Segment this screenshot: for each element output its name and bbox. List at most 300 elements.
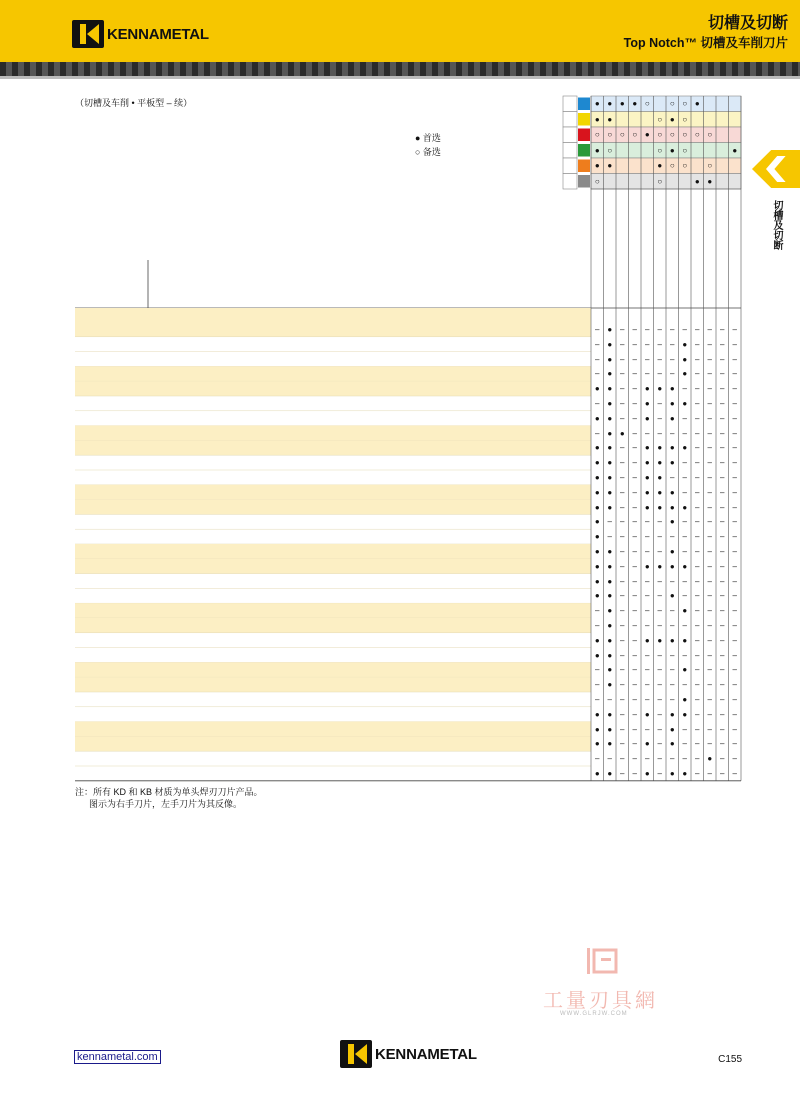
grade-mark: – <box>707 576 712 586</box>
iso-mark: ○ <box>682 99 688 108</box>
grade-mark: – <box>620 458 625 468</box>
grade-mark: – <box>732 443 737 453</box>
iso-mark: ● <box>669 114 675 124</box>
grade-mark: – <box>620 384 625 394</box>
iso-mark: ○ <box>669 99 675 108</box>
grade-mark: – <box>707 325 712 334</box>
iso-mark: ● <box>669 145 675 155</box>
grade-mark: – <box>707 458 712 468</box>
grade-mark: – <box>682 754 687 764</box>
grade-mark: – <box>695 369 700 379</box>
row-highlight <box>75 618 591 633</box>
grade-mark: – <box>670 650 675 660</box>
grade-mark: – <box>645 606 650 616</box>
grade-mark: – <box>645 547 650 556</box>
grade-mark: ● <box>607 709 613 719</box>
grade-mark: – <box>657 339 662 349</box>
header-brand-text: KENNAMETAL <box>107 25 209 43</box>
grade-mark: – <box>720 621 725 630</box>
grade-mark: ● <box>607 458 613 468</box>
footnote-line-2: 图示为右手刀片，左手刀片为其反像。 <box>89 799 243 809</box>
grade-mark: – <box>620 680 625 690</box>
iso-mark: ● <box>594 99 600 108</box>
grade-mark: – <box>695 621 700 630</box>
grade-mark: ● <box>682 635 688 645</box>
grade-mark: – <box>695 635 700 645</box>
grade-mark: – <box>632 428 637 438</box>
iso-mark: ● <box>707 176 713 186</box>
grade-mark: – <box>707 517 712 527</box>
iso-mark: ● <box>607 99 613 108</box>
kennametal-footer-logo-icon <box>340 1040 372 1068</box>
grade-mark: – <box>645 369 650 379</box>
grade-mark: ● <box>607 635 613 645</box>
iso-mark: ● <box>594 161 600 170</box>
grade-mark: – <box>620 339 625 349</box>
grade-mark: – <box>720 384 725 394</box>
grade-mark: ● <box>594 709 600 719</box>
iso-mark: ○ <box>669 161 675 170</box>
iso-mark: ○ <box>669 130 675 139</box>
grade-mark: ● <box>644 413 650 423</box>
grade-mark: – <box>632 635 637 645</box>
grade-mark: ● <box>657 443 663 453</box>
row-highlight <box>75 722 591 737</box>
grade-mark: ● <box>669 724 675 734</box>
grade-mark: – <box>670 695 675 704</box>
iso-letter-box <box>563 112 577 128</box>
iso-mark: ○ <box>657 114 663 124</box>
grade-mark: – <box>632 576 637 586</box>
grade-mark: – <box>657 413 662 423</box>
legend-preferred: ● 首选 <box>415 133 441 143</box>
grade-mark: ● <box>607 561 613 571</box>
grade-mark: – <box>720 591 725 601</box>
side-tab-label: 切槽及切断 <box>771 200 782 250</box>
grade-mark: – <box>707 709 712 719</box>
grade-mark: – <box>682 576 687 586</box>
grade-mark: ● <box>669 399 675 408</box>
grade-mark: – <box>620 754 625 764</box>
grade-mark: ● <box>707 754 713 764</box>
grade-mark: – <box>720 547 725 556</box>
grade-mark: – <box>620 769 625 778</box>
grade-mark: – <box>645 650 650 660</box>
watermark-text: 工量刃具網 <box>543 990 658 1012</box>
grade-mark: – <box>607 695 612 704</box>
grade-mark: – <box>707 443 712 453</box>
grade-mark: – <box>682 487 687 497</box>
grade-mark: ● <box>682 502 688 512</box>
grade-mark: ● <box>644 487 650 497</box>
grade-mark: – <box>732 621 737 630</box>
grade-mark: – <box>732 517 737 527</box>
grade-mark: – <box>645 680 650 690</box>
grade-mark: ● <box>607 487 613 497</box>
watermark-url: WWW.GLRJW.COM <box>560 1011 628 1017</box>
grade-mark: – <box>670 576 675 586</box>
grade-mark: – <box>682 739 687 749</box>
grade-mark: – <box>620 369 625 379</box>
grade-mark: – <box>657 709 662 719</box>
grade-mark: ● <box>644 384 650 394</box>
grade-mark: – <box>645 724 650 734</box>
grade-mark: – <box>657 695 662 704</box>
grade-mark: ● <box>669 635 675 645</box>
grade-mark: – <box>620 325 625 334</box>
grade-mark: – <box>682 384 687 394</box>
grade-mark: – <box>707 724 712 734</box>
grade-mark: ● <box>607 428 613 438</box>
grade-mark: – <box>682 532 687 542</box>
grade-mark: – <box>670 621 675 630</box>
grade-mark: ● <box>607 680 613 690</box>
grade-mark: – <box>682 428 687 438</box>
grade-mark: – <box>632 339 637 349</box>
grade-mark: – <box>707 591 712 601</box>
grade-mark: – <box>645 695 650 704</box>
grade-mark: – <box>657 369 662 379</box>
grade-mark: – <box>732 769 737 778</box>
grade-mark: – <box>595 325 600 334</box>
grade-mark: – <box>695 561 700 571</box>
grade-mark: – <box>707 650 712 660</box>
grade-mark: – <box>632 561 637 571</box>
iso-mark: ○ <box>682 130 688 139</box>
grade-mark: – <box>720 502 725 512</box>
grade-mark: ● <box>669 458 675 468</box>
grade-mark: – <box>707 369 712 379</box>
grade-mark: – <box>632 739 637 749</box>
grade-mark: – <box>720 576 725 586</box>
grade-mark: ● <box>594 517 600 527</box>
grade-mark: – <box>645 754 650 764</box>
grade-mark: ● <box>594 576 600 586</box>
grade-mark: – <box>732 695 737 704</box>
grade-mark: – <box>632 606 637 616</box>
grade-mark: ● <box>682 665 688 675</box>
grade-mark: – <box>732 384 737 394</box>
iso-mark: ● <box>619 99 625 108</box>
grade-mark: – <box>732 724 737 734</box>
grade-mark: ● <box>682 339 688 349</box>
grade-mark: – <box>632 502 637 512</box>
grade-mark: ● <box>657 473 663 482</box>
grade-mark: – <box>707 413 712 423</box>
grade-mark: ● <box>607 621 613 630</box>
grade-mark: – <box>620 724 625 734</box>
grade-mark: – <box>720 458 725 468</box>
grade-mark: – <box>695 354 700 364</box>
grade-mark: – <box>595 606 600 616</box>
iso-color-swatch <box>578 113 590 126</box>
breadcrumb: （切槽及车削 • 平板型 – 续） <box>75 98 193 108</box>
grade-mark: – <box>695 739 700 749</box>
grade-mark: ● <box>669 487 675 497</box>
grade-mark: ● <box>594 724 600 734</box>
iso-mark: ● <box>644 130 650 139</box>
grade-mark: – <box>707 384 712 394</box>
grade-mark: ● <box>607 339 613 349</box>
iso-mark: ○ <box>607 145 613 155</box>
grade-mark: – <box>670 473 675 482</box>
grade-mark: – <box>632 443 637 453</box>
grade-mark: – <box>595 428 600 438</box>
grade-mark: ● <box>657 561 663 571</box>
grade-mark: – <box>632 621 637 630</box>
grade-mark: ● <box>607 576 613 586</box>
grade-mark: – <box>620 413 625 423</box>
grade-mark: ● <box>594 591 600 601</box>
grade-mark: – <box>695 384 700 394</box>
grade-mark: – <box>695 428 700 438</box>
grade-mark: – <box>620 576 625 586</box>
grade-mark: – <box>632 769 637 778</box>
grade-mark: – <box>707 680 712 690</box>
row-highlight <box>75 485 591 500</box>
grade-mark: – <box>632 547 637 556</box>
grade-mark: – <box>632 487 637 497</box>
grade-mark: ● <box>594 384 600 394</box>
grade-mark: – <box>695 754 700 764</box>
grade-mark: ● <box>594 473 600 482</box>
iso-mark: ○ <box>594 130 600 139</box>
grade-mark: – <box>695 769 700 778</box>
grade-mark: – <box>607 517 612 527</box>
grade-mark: ● <box>644 399 650 408</box>
grade-mark: ● <box>657 502 663 512</box>
grade-mark: – <box>720 561 725 571</box>
grade-mark: – <box>632 458 637 468</box>
grade-mark: – <box>695 517 700 527</box>
grade-mark: ● <box>607 413 613 423</box>
iso-mark: ○ <box>657 176 663 186</box>
grade-mark: – <box>707 606 712 616</box>
grade-mark: – <box>670 754 675 764</box>
grade-mark: – <box>620 473 625 482</box>
grade-mark: – <box>732 532 737 542</box>
grade-mark: ● <box>682 709 688 719</box>
grade-mark: ● <box>594 502 600 512</box>
grade-mark: – <box>657 532 662 542</box>
grade-mark: – <box>620 547 625 556</box>
iso-mark: ● <box>607 114 613 124</box>
grade-mark: ● <box>682 695 688 704</box>
iso-mark: ○ <box>594 176 600 186</box>
grade-mark: – <box>595 399 600 408</box>
grade-mark: – <box>657 354 662 364</box>
grade-mark: ● <box>607 354 613 364</box>
grade-mark: – <box>595 369 600 379</box>
grade-mark: – <box>695 695 700 704</box>
grade-mark: – <box>670 325 675 334</box>
row-highlight <box>75 366 591 381</box>
grade-mark: ● <box>657 487 663 497</box>
grade-mark: ● <box>682 354 688 364</box>
grade-mark: – <box>707 487 712 497</box>
grade-mark: ● <box>669 517 675 527</box>
grade-mark: – <box>670 532 675 542</box>
grade-mark: – <box>632 517 637 527</box>
row-highlight <box>75 426 591 441</box>
iso-mark: ○ <box>682 114 688 124</box>
grade-mark: – <box>732 576 737 586</box>
grade-mark: – <box>632 473 637 482</box>
iso-color-swatch <box>578 98 590 111</box>
grade-mark: – <box>657 680 662 690</box>
grade-mark: – <box>620 591 625 601</box>
iso-color-swatch <box>578 129 590 142</box>
grade-mark: – <box>732 680 737 690</box>
page-number: C155 <box>718 1054 742 1065</box>
row-highlight <box>75 322 591 337</box>
grade-mark: – <box>645 517 650 527</box>
iso-mark: ● <box>594 114 600 124</box>
iso-mark: ● <box>632 99 638 108</box>
grade-mark: – <box>620 739 625 749</box>
grade-mark: – <box>607 532 612 542</box>
grade-mark: – <box>632 724 637 734</box>
grade-mark: – <box>695 399 700 408</box>
row-highlight <box>75 440 591 455</box>
grade-mark: – <box>632 384 637 394</box>
iso-letter-box <box>563 96 577 112</box>
grade-mark: – <box>720 399 725 408</box>
grade-mark: – <box>645 621 650 630</box>
grade-mark: – <box>632 325 637 334</box>
grade-mark: – <box>620 443 625 453</box>
grade-mark: ● <box>644 739 650 749</box>
grade-mark: – <box>632 399 637 408</box>
grade-mark: – <box>695 650 700 660</box>
iso-mark: ● <box>657 161 663 170</box>
iso-mark: ○ <box>644 99 650 108</box>
grade-mark: ● <box>644 458 650 468</box>
grade-mark: – <box>707 665 712 675</box>
grade-mark: – <box>595 354 600 364</box>
grade-mark: – <box>620 606 625 616</box>
grade-mark: ● <box>669 413 675 423</box>
grade-mark: – <box>732 354 737 364</box>
grade-mark: – <box>720 606 725 616</box>
grade-mark: – <box>670 680 675 690</box>
grade-mark: – <box>732 561 737 571</box>
grade-mark: ● <box>644 709 650 719</box>
grade-mark: ● <box>644 473 650 482</box>
footnote <box>75 786 263 810</box>
grade-mark: – <box>695 502 700 512</box>
row-highlight <box>75 603 591 618</box>
row-highlight <box>75 559 591 574</box>
grade-mark: ● <box>607 591 613 601</box>
row-highlight <box>75 381 591 396</box>
grade-mark: – <box>657 769 662 778</box>
grade-mark: – <box>620 517 625 527</box>
grade-mark: ● <box>607 547 613 556</box>
grade-mark: – <box>657 650 662 660</box>
grade-mark: ● <box>594 458 600 468</box>
grade-mark: – <box>657 606 662 616</box>
grade-mark: ● <box>669 591 675 601</box>
grade-mark: – <box>720 635 725 645</box>
grade-mark: ● <box>594 769 600 778</box>
grade-mark: – <box>632 754 637 764</box>
grade-mark: – <box>620 487 625 497</box>
grade-mark: ● <box>657 458 663 468</box>
grade-mark: – <box>732 473 737 482</box>
grade-mark: ● <box>619 428 625 438</box>
grade-mark: – <box>732 502 737 512</box>
watermark-logo-icon <box>583 946 623 976</box>
grade-mark: ● <box>644 635 650 645</box>
grade-mark: – <box>620 399 625 408</box>
iso-mark: ○ <box>707 130 713 139</box>
grade-mark: – <box>607 754 612 764</box>
grade-mark: – <box>695 413 700 423</box>
grade-mark: – <box>720 473 725 482</box>
grade-mark: – <box>632 369 637 379</box>
grade-mark: ● <box>594 561 600 571</box>
grade-mark: – <box>645 428 650 438</box>
grade-mark: – <box>732 458 737 468</box>
grade-mark: – <box>595 621 600 630</box>
iso-color-swatch <box>578 160 590 173</box>
grade-mark: – <box>720 428 725 438</box>
grade-mark: – <box>657 724 662 734</box>
grade-mark: ● <box>644 769 650 778</box>
grade-mark: – <box>720 754 725 764</box>
legend-alternate: ○ 备选 <box>415 147 441 157</box>
row-highlight <box>75 662 591 677</box>
grade-mark: ● <box>594 635 600 645</box>
grade-mark: ● <box>594 532 600 542</box>
grade-mark: ● <box>644 502 650 512</box>
grade-mark: – <box>707 339 712 349</box>
grade-mark: – <box>695 487 700 497</box>
grade-mark: – <box>657 739 662 749</box>
grade-mark: – <box>720 354 725 364</box>
grade-mark: – <box>695 325 700 334</box>
grade-mark: – <box>720 487 725 497</box>
grade-mark: – <box>695 680 700 690</box>
grade-mark: – <box>695 665 700 675</box>
grade-mark: – <box>732 635 737 645</box>
grade-mark: – <box>670 428 675 438</box>
grade-mark: – <box>707 635 712 645</box>
grade-mark: – <box>632 709 637 719</box>
grade-mark: – <box>682 325 687 334</box>
grade-mark: – <box>720 650 725 660</box>
grade-mark: ● <box>607 650 613 660</box>
grade-mark: ● <box>607 443 613 453</box>
grade-mark: – <box>732 487 737 497</box>
grade-mark: – <box>632 591 637 601</box>
iso-mark: ○ <box>694 130 700 139</box>
grade-mark: – <box>707 547 712 556</box>
grade-mark: – <box>670 354 675 364</box>
grade-mark: – <box>645 591 650 601</box>
grade-mark: – <box>682 547 687 556</box>
grade-mark: – <box>732 665 737 675</box>
grade-mark: ● <box>682 606 688 616</box>
footnote-line-1: 注：所有 KD 和 KB 材质为单头焊刃刀片产品。 <box>75 787 263 797</box>
grade-mark: ● <box>607 606 613 616</box>
grade-mark: – <box>707 769 712 778</box>
footer-website-link[interactable]: kennametal.com <box>74 1050 161 1064</box>
grade-mark: – <box>670 665 675 675</box>
grade-mark: ● <box>669 502 675 512</box>
grade-mark: – <box>720 325 725 334</box>
